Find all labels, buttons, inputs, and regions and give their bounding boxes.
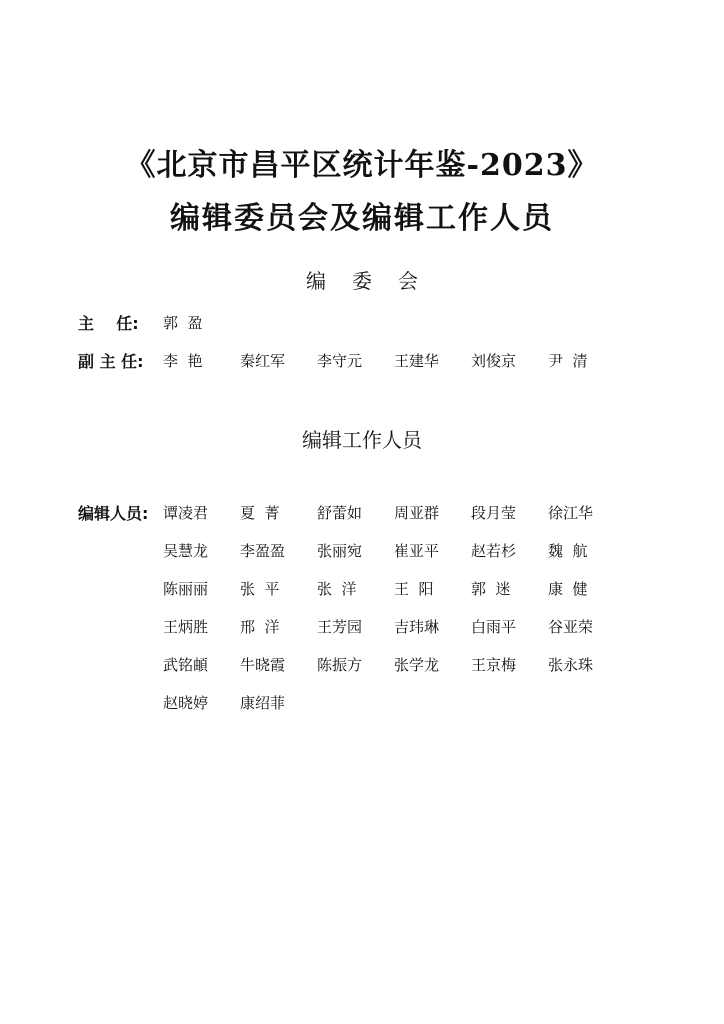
staff-name: 吴慧龙	[163, 542, 209, 560]
staff-name: 吉玮琳	[394, 618, 440, 636]
director-name: 郭 盈	[163, 314, 203, 332]
staff-name: 邢 洋	[240, 618, 280, 636]
staff-name: 牛晓霞	[240, 656, 286, 674]
staff-name: 康 健	[548, 580, 588, 598]
staff-name: 康绍菲	[240, 694, 286, 712]
committee-heading-text: 编委会	[306, 269, 444, 293]
staff-heading: 编辑工作人员	[302, 428, 422, 452]
staff-name: 王芳园	[317, 618, 363, 636]
committee-title: 编辑委员会及编辑工作人员	[170, 201, 554, 236]
staff-name: 段月莹	[471, 504, 517, 522]
staff-row	[163, 654, 623, 676]
deputy-names	[163, 350, 623, 372]
staff-label-text: 编辑人员:	[78, 504, 149, 523]
staff-row	[163, 692, 623, 714]
staff-name: 赵晓婷	[163, 694, 209, 712]
staff-row	[163, 578, 623, 600]
deputy-label-text: 副 主 任:	[78, 352, 144, 371]
staff-name: 徐江华	[548, 504, 594, 522]
staff-name: 陈振方	[317, 656, 363, 674]
deputy-name: 李守元	[317, 352, 363, 370]
deputy-name: 刘俊京	[471, 352, 517, 370]
staff-name: 赵若杉	[471, 542, 517, 560]
staff-row	[163, 616, 623, 638]
staff-name: 张学龙	[394, 656, 440, 674]
staff-name: 武铭頔	[163, 656, 209, 674]
deputy-name: 王建华	[394, 352, 440, 370]
director-label-text: 主 任:	[78, 314, 139, 333]
staff-name: 崔亚平	[394, 542, 440, 560]
staff-row	[163, 502, 623, 524]
staff-name: 张丽宛	[317, 542, 363, 560]
staff-name: 周亚群	[394, 504, 440, 522]
staff-name: 郭 迷	[471, 580, 511, 598]
deputy-label	[78, 349, 144, 372]
staff-name: 夏 菁	[240, 504, 280, 522]
staff-name: 王 阳	[394, 580, 434, 598]
staff-name: 王炳胜	[163, 618, 209, 636]
staff-name: 谷亚荣	[548, 618, 594, 636]
staff-label	[78, 501, 148, 524]
committee-heading	[0, 265, 724, 294]
deputy-name: 李 艳	[163, 352, 203, 370]
deputy-name: 尹 清	[548, 352, 588, 370]
staff-name: 白雨平	[471, 618, 517, 636]
staff-name: 舒蕾如	[317, 504, 363, 522]
staff-name: 陈丽丽	[163, 580, 209, 598]
deputy-name: 秦红军	[240, 352, 286, 370]
staff-name: 魏 航	[548, 542, 588, 560]
director-label	[78, 311, 139, 334]
staff-name: 王京梅	[471, 656, 517, 674]
staff-name: 谭凌君	[163, 504, 209, 522]
staff-name: 李盈盈	[240, 542, 286, 560]
staff-name: 张永珠	[548, 656, 594, 674]
staff-row	[163, 540, 623, 562]
staff-name: 张 平	[240, 580, 280, 598]
yearbook-title: 《北京市昌平区统计年鉴-2023》	[125, 148, 599, 183]
staff-name: 张 洋	[317, 580, 357, 598]
